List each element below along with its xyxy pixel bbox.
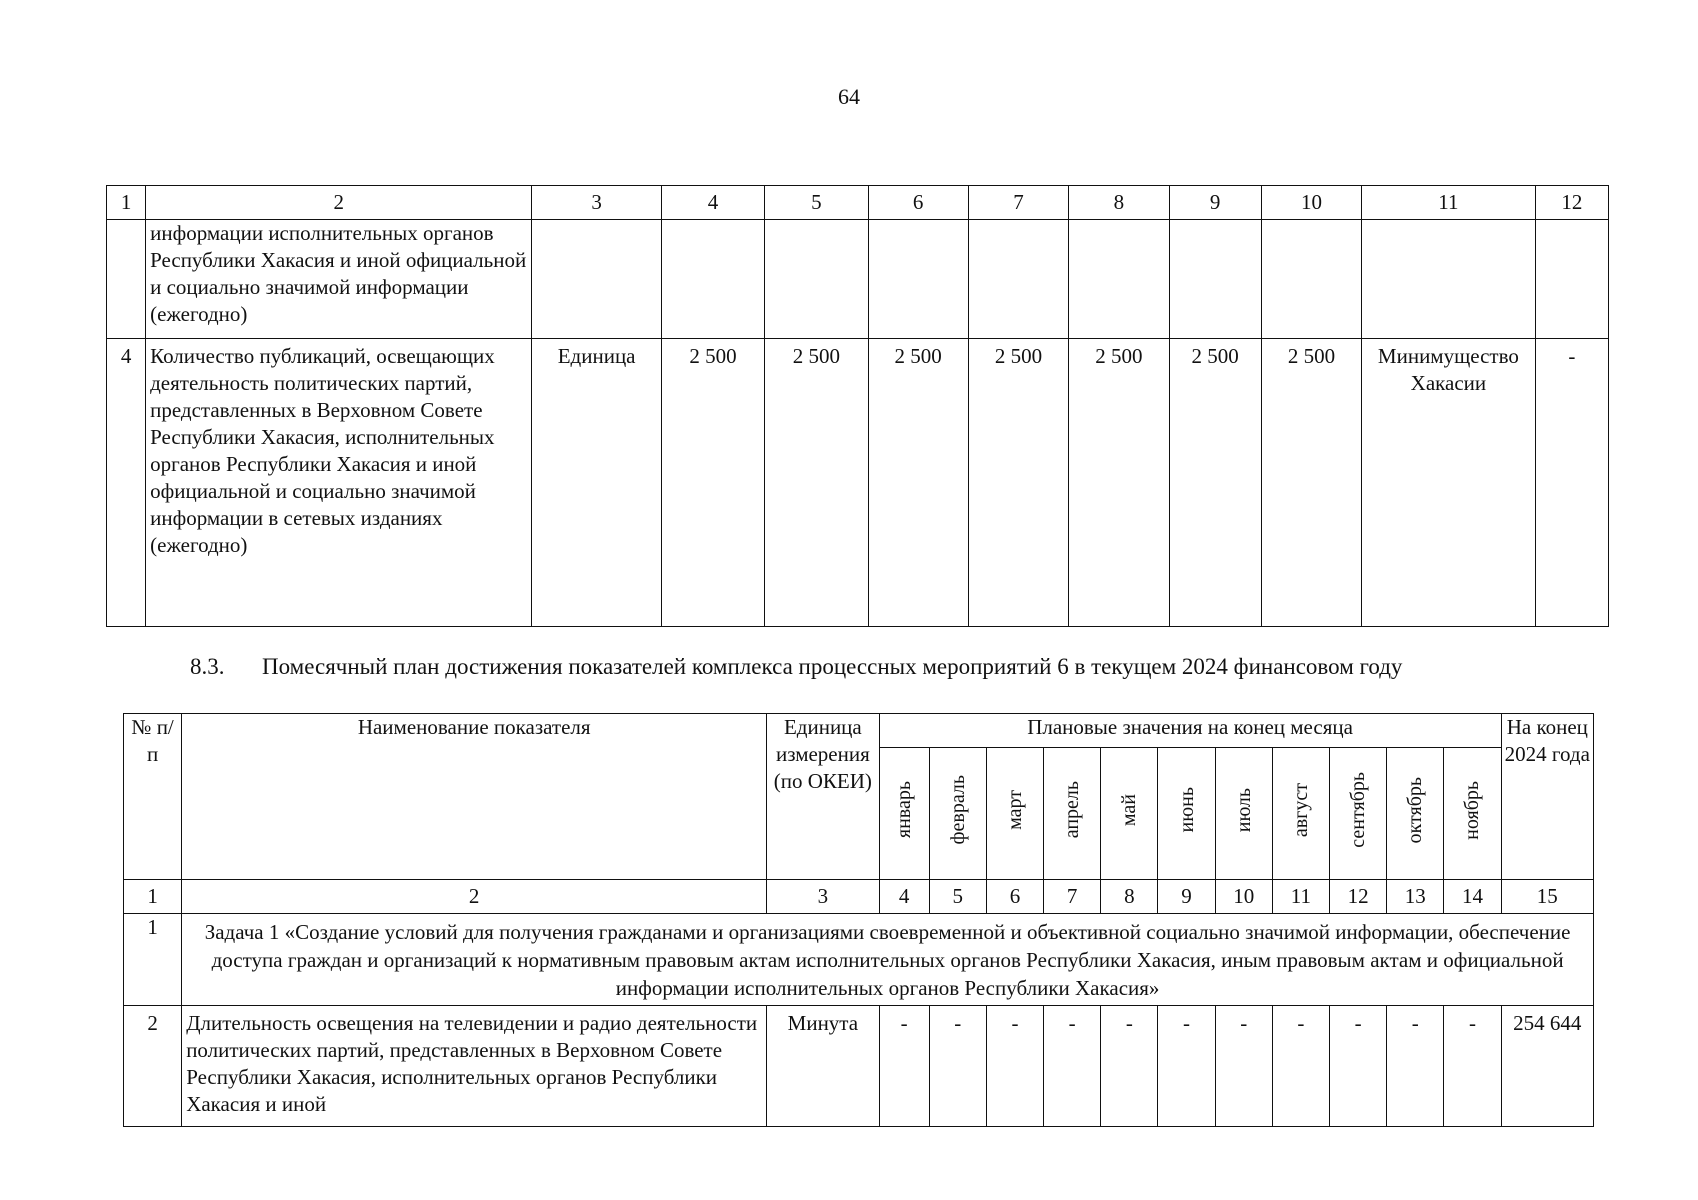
unit: Единица — [532, 339, 661, 627]
header-end-of-year: На конец 2024 года — [1501, 714, 1593, 880]
task-row — [124, 914, 1594, 1006]
end-of-year-value: 254 644 — [1501, 1006, 1593, 1127]
col-number: 11 — [1362, 186, 1536, 220]
column-number-row — [107, 186, 1609, 220]
month-label: август — [1289, 782, 1312, 838]
col-number: 8 — [1101, 880, 1158, 914]
section-title — [190, 654, 1402, 680]
task-description: Задача 1 «Создание условий для получения гражданами и организациями своевременной и объективной социально значимой информации, обеспечение доступа граждан и организаций к нормативным правовым актам исполнительных органов Республики Хакасия, иным правовым актам и официальной информации исполнительных органов Республики Хакасия» — [182, 914, 1594, 1006]
col-number: 13 — [1387, 880, 1444, 914]
table-row — [124, 1006, 1594, 1127]
cell — [868, 220, 968, 339]
indicator-name-continuation: информации исполнительных органов Республики Хакасия и иной официальной и социально значимой информации (ежегодно) — [146, 220, 532, 339]
cell — [1362, 220, 1536, 339]
cell — [1069, 220, 1169, 339]
month-header — [1444, 748, 1501, 880]
value-cell: 2 500 — [1169, 339, 1261, 627]
col-number: 2 — [182, 880, 767, 914]
month-header — [1215, 748, 1272, 880]
cell — [1261, 220, 1361, 339]
page-number: 64 — [838, 84, 860, 109]
month-header — [986, 748, 1043, 880]
cell — [1169, 220, 1261, 339]
header-plan: Плановые значения на конец месяца — [879, 714, 1501, 748]
month-label: февраль — [946, 775, 969, 845]
column-number-row — [124, 880, 1594, 914]
col-number: 1 — [124, 880, 182, 914]
col-number: 6 — [986, 880, 1043, 914]
value-cell: 2 500 — [1069, 339, 1169, 627]
col-number: 5 — [765, 186, 868, 220]
col-number: 9 — [1158, 880, 1215, 914]
month-value: - — [1387, 1006, 1444, 1127]
month-value: - — [929, 1006, 986, 1127]
cell — [968, 220, 1068, 339]
month-label: апрель — [1061, 781, 1084, 839]
month-label: март — [1003, 790, 1026, 830]
value-cell: 2 500 — [868, 339, 968, 627]
month-label: октябрь — [1404, 776, 1427, 844]
header-num: № п/п — [124, 714, 182, 880]
col-number: 15 — [1501, 880, 1593, 914]
month-header — [1101, 748, 1158, 880]
month-value: - — [1044, 1006, 1101, 1127]
cell — [1535, 220, 1608, 339]
month-value: - — [1158, 1006, 1215, 1127]
table-row — [107, 339, 1609, 627]
col-number: 12 — [1535, 186, 1608, 220]
unit: Минута — [767, 1006, 879, 1127]
indicator-name: Длительность освещения на телевидении и радио деятельности политических партий, представленных в Верховном Совете Республики Хакасия, исполнительных органов Республики Хакасия и иной — [182, 1006, 767, 1127]
col-number: 4 — [879, 880, 929, 914]
indicator-name: Количество публикаций, освещающих деятельность политических партий, представленных в Верховном Совете Республики Хакасия, исполнительных органов Республики Хакасия и иной официальной и социально значимой информации в сетевых изданиях (ежегодно) — [146, 339, 532, 627]
col-number: 3 — [767, 880, 879, 914]
month-value: - — [1272, 1006, 1329, 1127]
col-number: 10 — [1215, 880, 1272, 914]
cell — [107, 220, 146, 339]
month-header — [929, 748, 986, 880]
row-number: 1 — [124, 914, 182, 1006]
month-header — [879, 748, 929, 880]
month-value: - — [879, 1006, 929, 1127]
row-number: 2 — [124, 1006, 182, 1127]
month-header — [1330, 748, 1387, 880]
col-number: 7 — [1044, 880, 1101, 914]
col-number: 8 — [1069, 186, 1169, 220]
month-value: - — [1330, 1006, 1387, 1127]
table-row — [107, 220, 1609, 339]
col-number: 12 — [1330, 880, 1387, 914]
col-number: 6 — [868, 186, 968, 220]
month-label: январь — [893, 781, 916, 839]
month-header — [1272, 748, 1329, 880]
col-number: 14 — [1444, 880, 1501, 914]
col-number: 11 — [1272, 880, 1329, 914]
header-unit: Единица измерения (по ОКЕИ) — [767, 714, 879, 880]
month-header — [1044, 748, 1101, 880]
indicators-table-continued — [106, 185, 1609, 627]
responsible: Минимущество Хакасии — [1362, 339, 1536, 627]
month-label: ноябрь — [1461, 780, 1484, 840]
col-number: 5 — [929, 880, 986, 914]
month-label: июнь — [1175, 787, 1198, 833]
header-name: Наименование показателя — [182, 714, 767, 880]
value-cell: 2 500 — [765, 339, 868, 627]
month-header — [1158, 748, 1215, 880]
col-number: 2 — [146, 186, 532, 220]
row-number: 4 — [107, 339, 146, 627]
cell — [532, 220, 661, 339]
col-number: 10 — [1261, 186, 1361, 220]
value-cell: 2 500 — [1261, 339, 1361, 627]
col-number: 3 — [532, 186, 661, 220]
month-label: июль — [1232, 787, 1255, 833]
monthly-plan-table — [123, 713, 1594, 1127]
section-title-text: Помесячный план достижения показателей комплекса процессных мероприятий 6 в текущем 2024 финансовом году — [262, 654, 1403, 679]
month-value: - — [1444, 1006, 1501, 1127]
cell — [661, 220, 764, 339]
value-cell: 2 500 — [661, 339, 764, 627]
month-label: май — [1118, 793, 1141, 827]
month-value: - — [1215, 1006, 1272, 1127]
section-number: 8.3. — [190, 654, 225, 679]
month-label: сентябрь — [1347, 772, 1370, 848]
month-header — [1387, 748, 1444, 880]
value-cell: 2 500 — [968, 339, 1068, 627]
month-value: - — [986, 1006, 1043, 1127]
value-cell: - — [1535, 339, 1608, 627]
col-number: 9 — [1169, 186, 1261, 220]
col-number: 4 — [661, 186, 764, 220]
month-value: - — [1101, 1006, 1158, 1127]
col-number: 7 — [968, 186, 1068, 220]
col-number: 1 — [107, 186, 146, 220]
header-row — [124, 714, 1594, 748]
cell — [765, 220, 868, 339]
